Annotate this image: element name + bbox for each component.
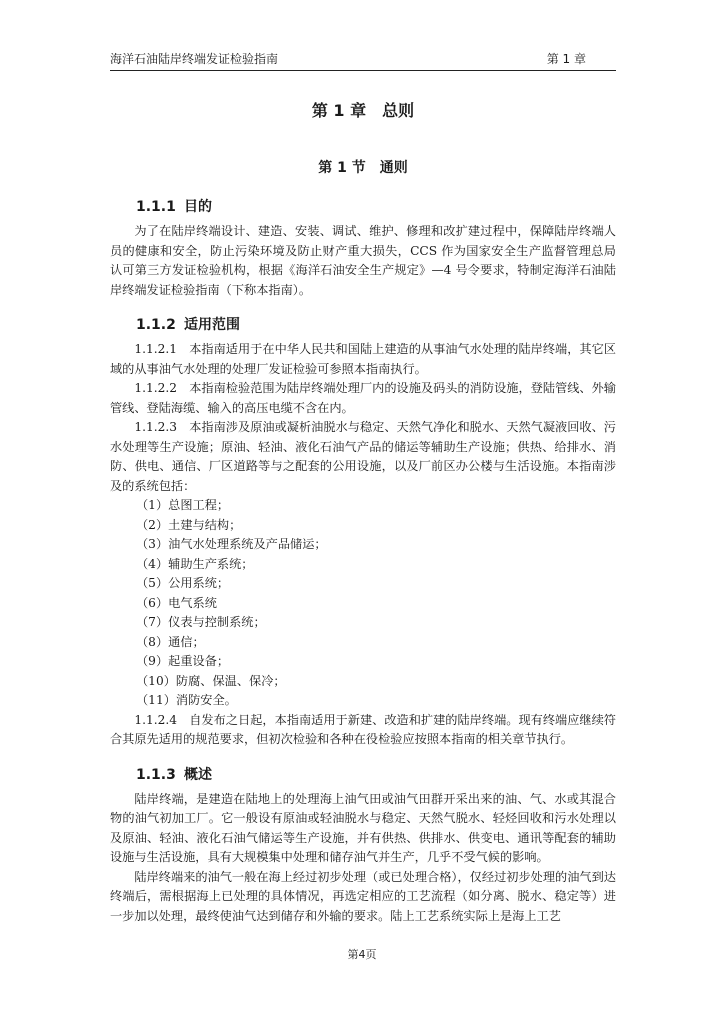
list-item: （3）油气水处理系统及产品储运； bbox=[136, 537, 327, 551]
paragraph-1-1-2-3: 1.1.2.3 本指南涉及原油或凝析油脱水与稳定、天然气净化和脱水、天然气凝液回收、污水处理等生产设施；原油、轻油、液化石油气产品的储运等辅助生产设施；供热、给排水、消防、供电、通信、厂区道路等与之配套的公用设施，以及厂前区办公楼与生活设施。本指南涉及的系统包括： bbox=[110, 420, 616, 493]
page-number: 第4页 bbox=[347, 948, 377, 961]
paragraph-1-1-2-4: 1.1.2.4 自发布之日起，本指南适用于新建、改造和扩建的陆岸终端。现有终端应继续符合其原先适用的规范要求，但初次检验和各种在役检验应按照本指南的相关章节执行。 bbox=[110, 712, 616, 746]
list-item: （8）通信； bbox=[136, 634, 205, 649]
heading-1-1-3 bbox=[110, 762, 616, 788]
chapter-title: 第 1 章 总则 bbox=[311, 101, 415, 120]
heading-number: 1.1.3 bbox=[136, 766, 176, 783]
paragraph-overview-1: 陆岸终端，是建造在陆地上的处理海上油气田或油气田群开采出来的油、气、水或其混合物的油气初加工厂。它一般设有原油或轻油脱水与稳定、天然气脱水、轻烃回收和污水处理以及原油、轻油、液化石油气储运等生产设施，并有供热、供排水、供变电、通讯等配套的辅助设施与生活设施，具有大规模集中处理和储存油气并生产，几乎不受气候的影响。 bbox=[110, 791, 616, 864]
heading-text: 概述 bbox=[184, 766, 212, 783]
paragraph-purpose: 为了在陆岸终端设计、建造、安装、调试、维护、修理和改扩建过程中，保障陆岸终端人员的健康和安全，防止污染环境及防止财产重大损失，CCS 作为国家安全生产监督管理总局认可第三方发证检验机构，根据《海洋石油安全生产规定》—4 号令要求，特制定海洋石油陆岸终端发证检验指南（下称本指南）。 bbox=[110, 224, 616, 297]
page-header bbox=[110, 48, 616, 71]
list-item: （5）公用系统； bbox=[136, 576, 230, 590]
header-chapter-label: 第 1 章 bbox=[546, 52, 586, 66]
heading-1-1-1 bbox=[110, 194, 616, 220]
page-body bbox=[110, 96, 616, 926]
paragraph-overview-2: 陆岸终端来的油气一般在海上经过初步处理（或已处理合格），仅经过初步处理的油气到达终端后，需根据海上已处理的具体情况，再选定相应的工艺流程（如分离、脱水、稳定等）进一步加以处理，最终使油气达到储存和外输的要求。陆上工艺系统实际上是海上工艺 bbox=[110, 869, 616, 923]
list-item: （6）电气系统 bbox=[136, 595, 217, 610]
list-item: （4）辅助生产系统； bbox=[136, 556, 254, 571]
list-item: （10）防腐、保温、保冷； bbox=[136, 673, 286, 688]
list-item: （11）消防安全。 bbox=[136, 693, 237, 707]
heading-number: 1.1.1 bbox=[136, 199, 176, 215]
heading-number: 1.1.2 bbox=[136, 317, 176, 333]
paragraph-1-1-2-1: 1.1.2.1 本指南适用于在中华人民共和国陆上建造的从事油气水处理的陆岸终端，其它区域的从事油气水处理的处理厂发证检验可参照本指南执行。 bbox=[110, 342, 616, 376]
heading-1-1-2 bbox=[110, 312, 616, 338]
section-title: 第 1 节 通则 bbox=[318, 160, 408, 176]
list-item: （7）仪表与控制系统； bbox=[136, 615, 266, 629]
heading-text: 适用范围 bbox=[184, 317, 240, 333]
header-document-title: 海洋石油陆岸终端发证检验指南 bbox=[110, 52, 279, 66]
list-item: （2）土建与结构； bbox=[136, 517, 242, 532]
heading-text: 目的 bbox=[184, 199, 212, 215]
list-item: （1）总图工程； bbox=[136, 498, 230, 512]
paragraph-1-1-2-2: 1.1.2.2 本指南检验范围为陆岸终端处理厂内的设施及码头的消防设施，登陆管线、外输管线、登陆海缆、输入的高压电缆不含在内。 bbox=[110, 381, 616, 415]
list-item: （9）起重设备； bbox=[136, 654, 230, 668]
